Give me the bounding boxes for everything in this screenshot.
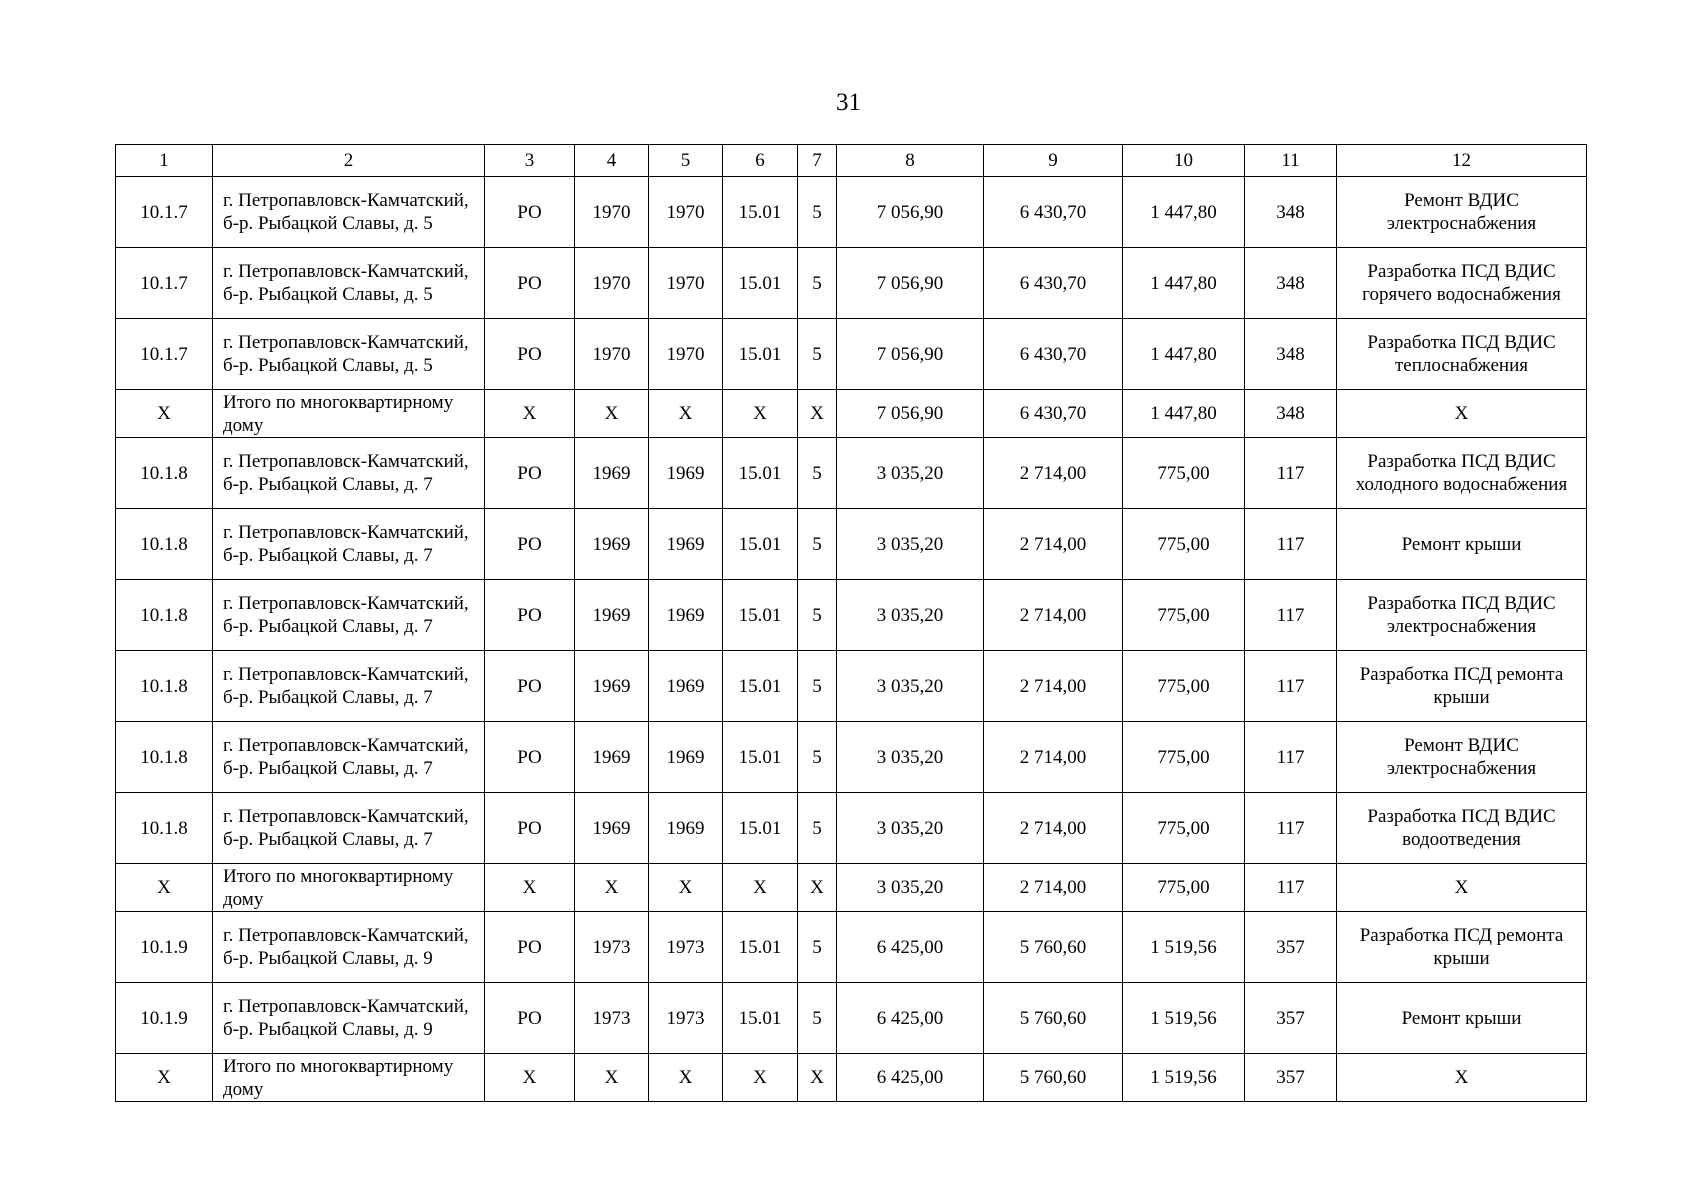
floors-cell: 5 xyxy=(798,651,837,722)
table-row xyxy=(116,983,1587,1054)
commission-year-cell: 1970 xyxy=(649,319,723,390)
nonresidential-area-cell: 775,00 xyxy=(1123,793,1245,864)
work-type-cell: Х xyxy=(1337,864,1587,912)
residents-cell: 117 xyxy=(1245,580,1337,651)
total-area-cell: 3 035,20 xyxy=(837,438,984,509)
column-header: 4 xyxy=(575,145,649,177)
nonresidential-area-cell: 1 447,80 xyxy=(1123,390,1245,438)
total-area-cell: 3 035,20 xyxy=(837,864,984,912)
residential-area-cell: 2 714,00 xyxy=(984,438,1123,509)
residential-area-cell: 6 430,70 xyxy=(984,319,1123,390)
residential-area-cell: 2 714,00 xyxy=(984,793,1123,864)
nonresidential-area-cell: 1 447,80 xyxy=(1123,177,1245,248)
floors-cell: 5 xyxy=(798,509,837,580)
total-area-cell: 7 056,90 xyxy=(837,319,984,390)
residents-cell: 348 xyxy=(1245,177,1337,248)
total-row xyxy=(116,1054,1587,1102)
table-row xyxy=(116,722,1587,793)
build-year-cell: Х xyxy=(575,1054,649,1102)
work-type-cell: Разработка ПСД ВДИС холодного водоснабжения xyxy=(1337,438,1587,509)
work-type-cell: Разработка ПСД ВДИС теплоснабжения xyxy=(1337,319,1587,390)
residential-area-cell: 2 714,00 xyxy=(984,651,1123,722)
commission-year-cell: 1969 xyxy=(649,651,723,722)
residential-area-cell: 2 714,00 xyxy=(984,864,1123,912)
column-header: 7 xyxy=(798,145,837,177)
column-header: 8 xyxy=(837,145,984,177)
total-area-cell: 3 035,20 xyxy=(837,580,984,651)
floors-cell: 5 xyxy=(798,319,837,390)
work-type-cell: Разработка ПСД ремонта крыши xyxy=(1337,912,1587,983)
floors-cell: 5 xyxy=(798,983,837,1054)
table-row xyxy=(116,319,1587,390)
residential-area-cell: 5 760,60 xyxy=(984,912,1123,983)
build-year-cell: 1969 xyxy=(575,438,649,509)
build-year-cell: 1970 xyxy=(575,319,649,390)
category-cell: 15.01 xyxy=(723,438,798,509)
residents-cell: 117 xyxy=(1245,509,1337,580)
nonresidential-area-cell: 775,00 xyxy=(1123,722,1245,793)
residents-cell: 117 xyxy=(1245,438,1337,509)
floors-cell: 5 xyxy=(798,580,837,651)
total-area-cell: 7 056,90 xyxy=(837,248,984,319)
commission-year-cell: 1969 xyxy=(649,509,723,580)
work-type-cell: Разработка ПСД ремонта крыши xyxy=(1337,651,1587,722)
column-header: 10 xyxy=(1123,145,1245,177)
owner-code-cell: Х xyxy=(485,1054,575,1102)
residents-cell: 348 xyxy=(1245,319,1337,390)
category-cell: 15.01 xyxy=(723,248,798,319)
residents-cell: 117 xyxy=(1245,793,1337,864)
owner-code-cell: РО xyxy=(485,983,575,1054)
build-year-cell: 1969 xyxy=(575,651,649,722)
item-number-cell: Х xyxy=(116,1054,213,1102)
work-type-cell: Ремонт ВДИС электроснабжения xyxy=(1337,177,1587,248)
build-year-cell: 1969 xyxy=(575,722,649,793)
category-cell: Х xyxy=(723,390,798,438)
column-header: 5 xyxy=(649,145,723,177)
item-number-cell: 10.1.8 xyxy=(116,438,213,509)
address-cell: г. Петропавловск-Камчатский, б-р. Рыбацкой Славы, д. 7 xyxy=(213,509,485,580)
commission-year-cell: 1973 xyxy=(649,983,723,1054)
nonresidential-area-cell: 1 519,56 xyxy=(1123,1054,1245,1102)
commission-year-cell: 1969 xyxy=(649,722,723,793)
build-year-cell: 1969 xyxy=(575,793,649,864)
work-type-cell: Х xyxy=(1337,390,1587,438)
commission-year-cell: Х xyxy=(649,390,723,438)
build-year-cell: 1973 xyxy=(575,912,649,983)
table-row xyxy=(116,651,1587,722)
address-cell: г. Петропавловск-Камчатский, б-р. Рыбацкой Славы, д. 9 xyxy=(213,912,485,983)
build-year-cell: Х xyxy=(575,864,649,912)
commission-year-cell: 1970 xyxy=(649,248,723,319)
address-cell: г. Петропавловск-Камчатский, б-р. Рыбацкой Славы, д. 5 xyxy=(213,319,485,390)
residents-cell: 348 xyxy=(1245,248,1337,319)
floors-cell: 5 xyxy=(798,722,837,793)
category-cell: 15.01 xyxy=(723,983,798,1054)
column-header: 11 xyxy=(1245,145,1337,177)
total-area-cell: 3 035,20 xyxy=(837,651,984,722)
category-cell: 15.01 xyxy=(723,509,798,580)
nonresidential-area-cell: 1 447,80 xyxy=(1123,319,1245,390)
total-area-cell: 7 056,90 xyxy=(837,390,984,438)
header-row xyxy=(116,145,1587,177)
table-row xyxy=(116,509,1587,580)
owner-code-cell: РО xyxy=(485,248,575,319)
address-cell: Итого по многоквартирному дому xyxy=(213,1054,485,1102)
residential-area-cell: 2 714,00 xyxy=(984,509,1123,580)
owner-code-cell: РО xyxy=(485,438,575,509)
owner-code-cell: Х xyxy=(485,864,575,912)
register-table xyxy=(115,144,1587,1102)
owner-code-cell: РО xyxy=(485,509,575,580)
commission-year-cell: 1973 xyxy=(649,912,723,983)
residents-cell: 117 xyxy=(1245,651,1337,722)
total-area-cell: 3 035,20 xyxy=(837,793,984,864)
build-year-cell: 1970 xyxy=(575,248,649,319)
commission-year-cell: 1969 xyxy=(649,438,723,509)
commission-year-cell: 1969 xyxy=(649,580,723,651)
category-cell: Х xyxy=(723,864,798,912)
owner-code-cell: РО xyxy=(485,580,575,651)
total-area-cell: 6 425,00 xyxy=(837,1054,984,1102)
build-year-cell: 1969 xyxy=(575,509,649,580)
category-cell: 15.01 xyxy=(723,580,798,651)
total-area-cell: 3 035,20 xyxy=(837,722,984,793)
table-row xyxy=(116,248,1587,319)
column-header: 3 xyxy=(485,145,575,177)
nonresidential-area-cell: 775,00 xyxy=(1123,580,1245,651)
item-number-cell: 10.1.8 xyxy=(116,793,213,864)
build-year-cell: Х xyxy=(575,390,649,438)
commission-year-cell: 1970 xyxy=(649,177,723,248)
column-header: 12 xyxy=(1337,145,1587,177)
build-year-cell: 1970 xyxy=(575,177,649,248)
work-type-cell: Разработка ПСД ВДИС горячего водоснабжения xyxy=(1337,248,1587,319)
category-cell: 15.01 xyxy=(723,319,798,390)
address-cell: Итого по многоквартирному дому xyxy=(213,864,485,912)
item-number-cell: 10.1.8 xyxy=(116,651,213,722)
category-cell: 15.01 xyxy=(723,912,798,983)
commission-year-cell: 1969 xyxy=(649,793,723,864)
category-cell: 15.01 xyxy=(723,722,798,793)
address-cell: г. Петропавловск-Камчатский, б-р. Рыбацкой Славы, д. 9 xyxy=(213,983,485,1054)
residential-area-cell: 2 714,00 xyxy=(984,722,1123,793)
residents-cell: 357 xyxy=(1245,912,1337,983)
owner-code-cell: РО xyxy=(485,793,575,864)
address-cell: г. Петропавловск-Камчатский, б-р. Рыбацкой Славы, д. 7 xyxy=(213,722,485,793)
column-header: 9 xyxy=(984,145,1123,177)
commission-year-cell: Х xyxy=(649,864,723,912)
category-cell: 15.01 xyxy=(723,177,798,248)
work-type-cell: Разработка ПСД ВДИС электроснабжения xyxy=(1337,580,1587,651)
residential-area-cell: 6 430,70 xyxy=(984,248,1123,319)
table-row xyxy=(116,177,1587,248)
total-row xyxy=(116,864,1587,912)
column-header: 1 xyxy=(116,145,213,177)
table-row xyxy=(116,580,1587,651)
residents-cell: 117 xyxy=(1245,864,1337,912)
item-number-cell: 10.1.8 xyxy=(116,509,213,580)
residential-area-cell: 6 430,70 xyxy=(984,390,1123,438)
owner-code-cell: РО xyxy=(485,651,575,722)
item-number-cell: 10.1.7 xyxy=(116,319,213,390)
page-number: 31 xyxy=(836,89,861,116)
table-row xyxy=(116,912,1587,983)
floors-cell: 5 xyxy=(798,177,837,248)
table-body xyxy=(116,177,1587,1102)
residents-cell: 357 xyxy=(1245,1054,1337,1102)
nonresidential-area-cell: 775,00 xyxy=(1123,438,1245,509)
owner-code-cell: РО xyxy=(485,722,575,793)
owner-code-cell: Х xyxy=(485,390,575,438)
work-type-cell: Ремонт ВДИС электроснабжения xyxy=(1337,722,1587,793)
nonresidential-area-cell: 775,00 xyxy=(1123,651,1245,722)
item-number-cell: 10.1.9 xyxy=(116,912,213,983)
owner-code-cell: РО xyxy=(485,912,575,983)
column-header: 2 xyxy=(213,145,485,177)
work-type-cell: Х xyxy=(1337,1054,1587,1102)
address-cell: г. Петропавловск-Камчатский, б-р. Рыбацкой Славы, д. 5 xyxy=(213,248,485,319)
owner-code-cell: РО xyxy=(485,319,575,390)
item-number-cell: 10.1.7 xyxy=(116,248,213,319)
residential-area-cell: 6 430,70 xyxy=(984,177,1123,248)
build-year-cell: 1969 xyxy=(575,580,649,651)
column-header: 6 xyxy=(723,145,798,177)
total-area-cell: 6 425,00 xyxy=(837,912,984,983)
floors-cell: Х xyxy=(798,390,837,438)
build-year-cell: 1973 xyxy=(575,983,649,1054)
address-cell: г. Петропавловск-Камчатский, б-р. Рыбацкой Славы, д. 5 xyxy=(213,177,485,248)
work-type-cell: Разработка ПСД ВДИС водоотведения xyxy=(1337,793,1587,864)
floors-cell: Х xyxy=(798,1054,837,1102)
nonresidential-area-cell: 1 519,56 xyxy=(1123,912,1245,983)
floors-cell: 5 xyxy=(798,793,837,864)
nonresidential-area-cell: 775,00 xyxy=(1123,864,1245,912)
residential-area-cell: 5 760,60 xyxy=(984,1054,1123,1102)
item-number-cell: Х xyxy=(116,864,213,912)
residential-area-cell: 2 714,00 xyxy=(984,580,1123,651)
work-type-cell: Ремонт крыши xyxy=(1337,509,1587,580)
item-number-cell: 10.1.7 xyxy=(116,177,213,248)
residential-area-cell: 5 760,60 xyxy=(984,983,1123,1054)
total-area-cell: 6 425,00 xyxy=(837,983,984,1054)
address-cell: г. Петропавловск-Камчатский, б-р. Рыбацкой Славы, д. 7 xyxy=(213,438,485,509)
nonresidential-area-cell: 1 519,56 xyxy=(1123,983,1245,1054)
address-cell: г. Петропавловск-Камчатский, б-р. Рыбацкой Славы, д. 7 xyxy=(213,793,485,864)
commission-year-cell: Х xyxy=(649,1054,723,1102)
item-number-cell: 10.1.9 xyxy=(116,983,213,1054)
residents-cell: 117 xyxy=(1245,722,1337,793)
table-row xyxy=(116,438,1587,509)
address-cell: г. Петропавловск-Камчатский, б-р. Рыбацкой Славы, д. 7 xyxy=(213,580,485,651)
item-number-cell: 10.1.8 xyxy=(116,580,213,651)
residents-cell: 348 xyxy=(1245,390,1337,438)
total-area-cell: 7 056,90 xyxy=(837,177,984,248)
address-cell: г. Петропавловск-Камчатский, б-р. Рыбацкой Славы, д. 7 xyxy=(213,651,485,722)
floors-cell: 5 xyxy=(798,912,837,983)
category-cell: Х xyxy=(723,1054,798,1102)
category-cell: 15.01 xyxy=(723,651,798,722)
nonresidential-area-cell: 775,00 xyxy=(1123,509,1245,580)
item-number-cell: Х xyxy=(116,390,213,438)
table-row xyxy=(116,793,1587,864)
work-type-cell: Ремонт крыши xyxy=(1337,983,1587,1054)
item-number-cell: 10.1.8 xyxy=(116,722,213,793)
total-area-cell: 3 035,20 xyxy=(837,509,984,580)
total-row xyxy=(116,390,1587,438)
owner-code-cell: РО xyxy=(485,177,575,248)
residents-cell: 357 xyxy=(1245,983,1337,1054)
floors-cell: 5 xyxy=(798,248,837,319)
floors-cell: 5 xyxy=(798,438,837,509)
address-cell: Итого по многоквартирному дому xyxy=(213,390,485,438)
nonresidential-area-cell: 1 447,80 xyxy=(1123,248,1245,319)
floors-cell: Х xyxy=(798,864,837,912)
category-cell: 15.01 xyxy=(723,793,798,864)
